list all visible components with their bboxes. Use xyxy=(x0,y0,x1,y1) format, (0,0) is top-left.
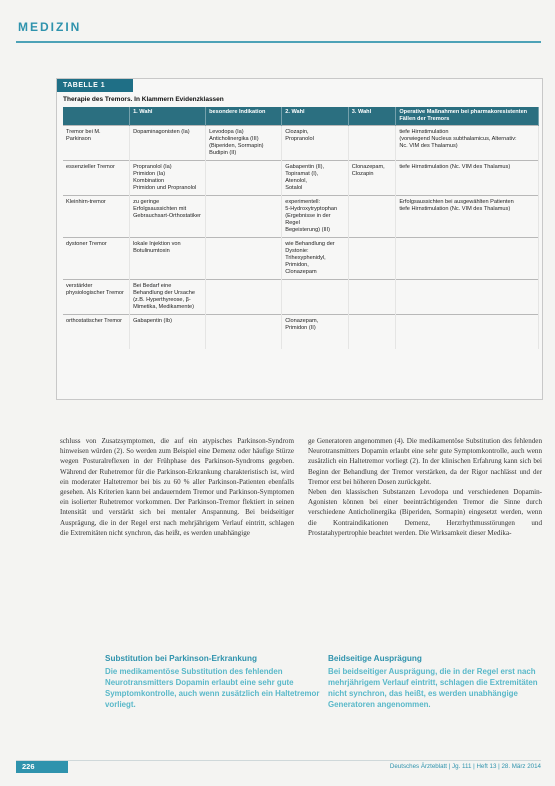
table-cell: Levodopa (Ia) Anticholinergika (III) (Biperiden, Sormapin) Budipin (II) xyxy=(206,126,282,161)
table-cell: experimentell: 5-Hydroxytryptophan (Ergebnisse in der Regel Begeisterung) (III) xyxy=(282,196,349,238)
table-cell xyxy=(348,238,396,280)
table-cell: Bei Bedarf eine Behandlung der Ursache (z.B. Hyperthyreose, β-Mimetika, Medikamente) xyxy=(130,280,206,315)
table-cell: Tremor bei M. Parkinson xyxy=(63,126,130,161)
table-row xyxy=(63,196,539,238)
page-number: 226 xyxy=(22,762,35,771)
section-divider xyxy=(16,41,541,43)
callout-text: Die medikamentöse Substitution des fehlenden Neurotransmitters Dopamin erlaubt eine sehr gute Symptomkontrolle, auch wenn zusätzlich ein Haltetremor vorliegt. xyxy=(105,667,320,709)
table-cell: tiefe Hirnstimulation (Nc. VIM des Thalamus) xyxy=(396,161,539,196)
table-cell xyxy=(206,315,282,350)
journal-footer: Deutsches Ärzteblatt | Jg. 111 | Heft 13 | 28. März 2014 xyxy=(389,763,541,770)
therapy-table xyxy=(63,107,539,349)
table-row xyxy=(63,126,539,161)
callout-text: Bei beidseitiger Ausprägung, die in der Regel erst nach mehrjährigem Verlauf eintritt, schlagen die Extremitäten nicht synchron, das heißt, es werden unabhängige Generatoren angenommen. xyxy=(328,667,538,709)
callout-heading: Substitution bei Parkinson-Erkrankung xyxy=(105,654,257,663)
table-box xyxy=(56,78,543,400)
table-row xyxy=(63,161,539,196)
table-cell: verstärkter physiologischer Tremor xyxy=(63,280,130,315)
article-column-right: ge Generatoren angenommen (4). Die medikamentöse Substitution des fehlenden Neurotransmitters Dopamin erlaubt eine sehr gute Symptomkontrolle, auch wenn zusätzlich ein Haltetremor vorliegt (2). In der klinischen Erfahrung kann sich bei Beginn der Behandlung der Tremor verstärken, da der Rigor nachlässt und der Tremor erst bei höheren Dosen zurückgeht. Neben den klassischen Substanzen Levodopa und verschiedenen Dopamin-Agonisten können bei einer beeinträchtigenden Tremor die Sinne durch verschiedene Anticholinergika (Biperiden, Sormapin) eingesetzt werden, wenn die Kontraindikationen Demenz, Herzrhythmusstörungen und Prostatahypertrophie beachtet werden. Die Wirksamkeit dieser Medika- xyxy=(308,437,542,537)
table-row xyxy=(63,315,539,350)
table-cell xyxy=(348,196,396,238)
table-cell xyxy=(396,280,539,315)
callout-heading: Beidseitige Ausprägung xyxy=(328,654,422,663)
table-cell: Gabapentin (II), Topiramat (I), Atenolol, Sotalol xyxy=(282,161,349,196)
table-cell: Erfolgsaussichten bei ausgewählten Patienten tiefe Hirnstimulation (Nc. VIM des Thalamus) xyxy=(396,196,539,238)
table-cell xyxy=(206,161,282,196)
table-cell: tiefe Hirnstimulation (vorwiegend Nucleus subthalamicus, Alternativ: Nc. VIM des Thalamus) xyxy=(396,126,539,161)
table-caption: Therapie des Tremors. In Klammern Evidenzklassen xyxy=(63,96,224,103)
table-cell: zu geringe Erfolgsaussichten mit Gebrauchsart-Orthostatiker xyxy=(130,196,206,238)
table-cell xyxy=(206,280,282,315)
table-cell: Gabapentin (Ib) xyxy=(130,315,206,350)
table-cell: lokale Injektion von Botulinumtoxin xyxy=(130,238,206,280)
table-cell xyxy=(206,238,282,280)
table-cell: Propranolol (Ia) Primidon (Ia) Kombination Primidon und Propranolol xyxy=(130,161,206,196)
table-header-cell: Operative Maßnahmen bei pharmakoresistenten Fällen der Tremors xyxy=(396,107,539,126)
table-cell: dystoner Tremor xyxy=(63,238,130,280)
table-header-row xyxy=(63,107,539,126)
table-row xyxy=(63,280,539,315)
table-cell: essenzieller Tremor xyxy=(63,161,130,196)
table-cell xyxy=(348,280,396,315)
table-header-cell: 3. Wahl xyxy=(348,107,396,126)
table-cell: Kleinhirn-tremor xyxy=(63,196,130,238)
callout-right xyxy=(328,654,544,720)
table-header-cell: 2. Wahl xyxy=(282,107,349,126)
table-cell: orthostatischer Tremor xyxy=(63,315,130,350)
table-cell: Clozapin, Propranolol xyxy=(282,126,349,161)
table-cell: Clonazepam, Primidon (II) xyxy=(282,315,349,350)
callout-left xyxy=(105,654,343,720)
article-column-left: schluss von Zusatzsymptomen, die auf ein atypisches Parkinson-Syndrom hinweisen würden (2). So werden zum Beispiel eine Demenz oder häufige Stürze wegen Posturalreflexen in der Frühphase des Parkinson-Syndroms gegeben. Während der Ruhetremor für die Parkinson-Erkrankung charakteristisch ist, wird ein moderater Haltetremor bei bis zu 60 % aller Parkinson-Patienten ebenfalls gesehen. Als Kriterien kann bei andauerndem Tremor und Parkinson-Symptomen ein isolierter Ruhetremor vorkommen. Der Parkinson-Tremor flektiert in seinen Intensität und verstärkt sich bei mentaler Anspannung. Bei beidseitiger Ausprägung, die in der Regel erst nach mehrjährigem Verlauf eintritt, schlagen die Extremitäten nicht synchron, das heißt, es werden unabhängige xyxy=(60,437,294,537)
table-cell: Clonazepam, Clozapin xyxy=(348,161,396,196)
table-cell xyxy=(206,196,282,238)
table-header-cell: 1. Wahl xyxy=(130,107,206,126)
table-row xyxy=(63,238,539,280)
table-cell xyxy=(282,280,349,315)
table-cell xyxy=(396,238,539,280)
table-header-cell xyxy=(63,107,130,126)
section-title: MEDIZIN xyxy=(18,20,82,34)
table-cell xyxy=(348,315,396,350)
table-cell: wie Behandlung der Dystonie: Trihexyphenidyl, Primidon, Clonazepam xyxy=(282,238,349,280)
table-cell: Dopaminagonisten (Ia) xyxy=(130,126,206,161)
table-header-cell: besondere Indikation xyxy=(206,107,282,126)
table-cell xyxy=(396,315,539,350)
table-label: TABELLE 1 xyxy=(57,79,133,92)
table-cell xyxy=(348,126,396,161)
